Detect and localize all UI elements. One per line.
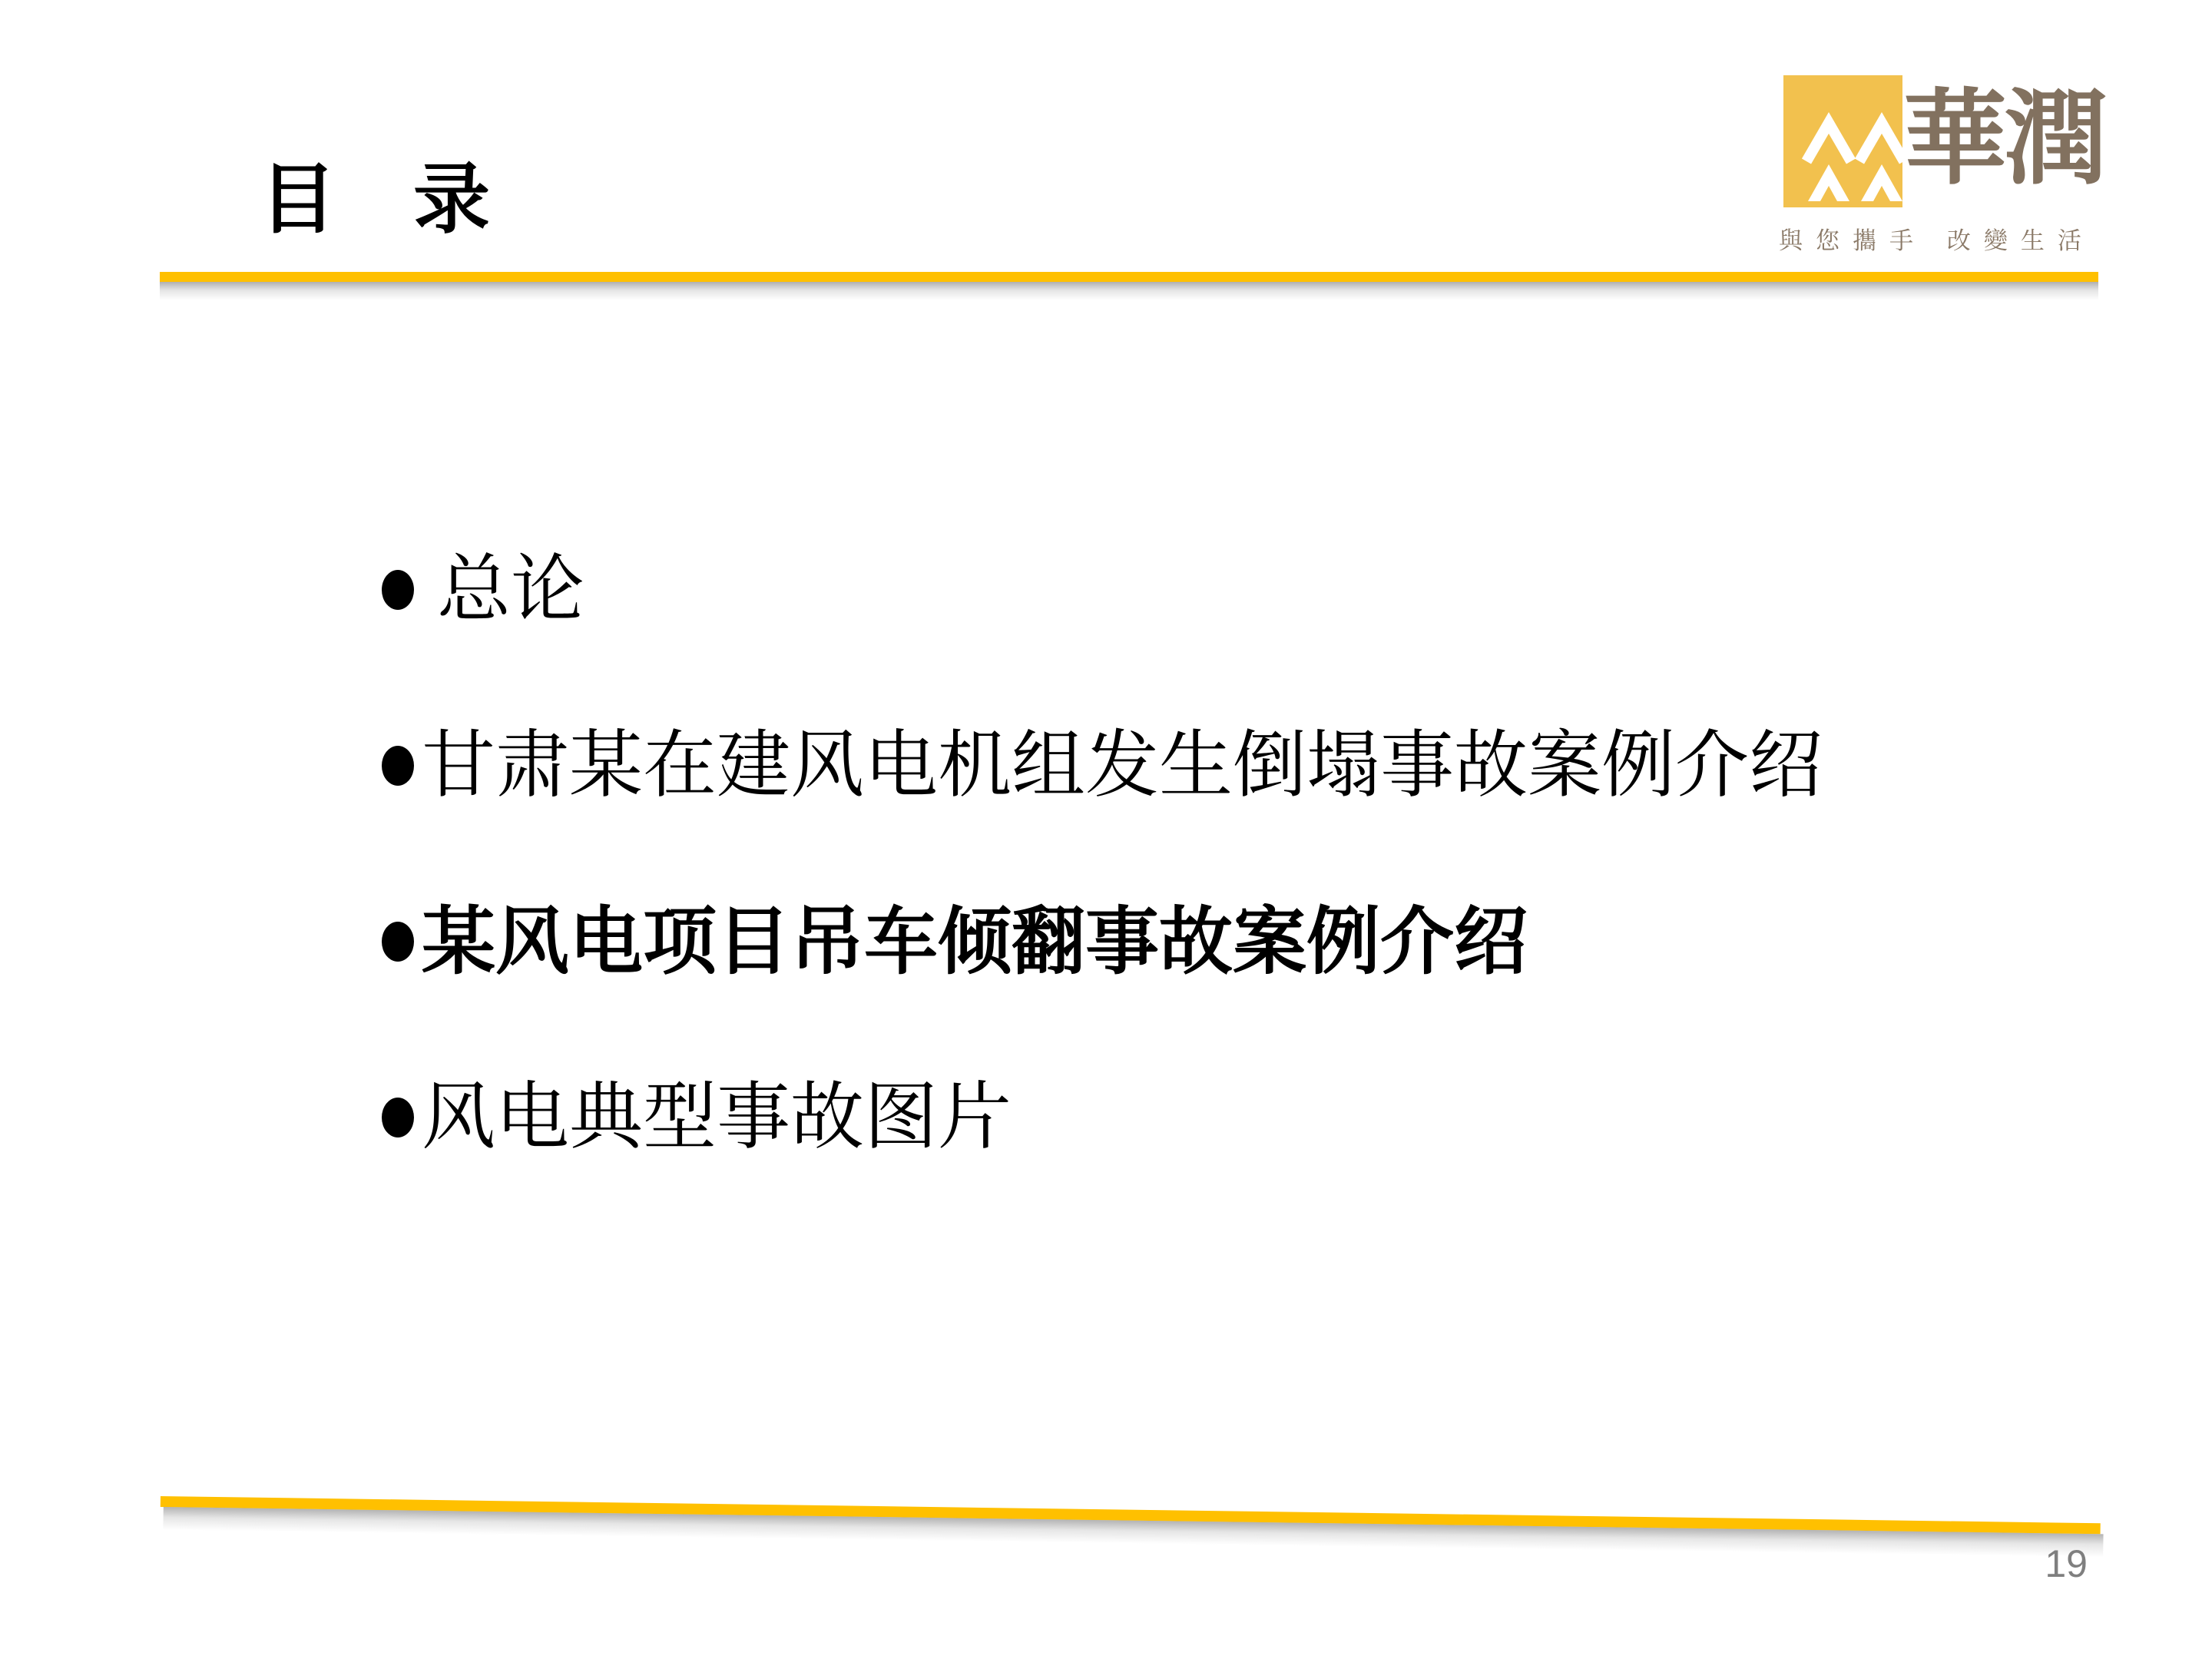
toc-item-label: 某风电项目吊车倾翻事故案例介绍 bbox=[422, 898, 1528, 985]
company-logo bbox=[1774, 46, 2120, 307]
logo-tagline: 與您攜手 改變生活 bbox=[1779, 227, 2094, 255]
bullet-icon bbox=[382, 746, 414, 786]
toc-item bbox=[382, 721, 1823, 810]
toc-item bbox=[382, 1073, 1823, 1161]
page-title: 目 录 bbox=[260, 157, 490, 243]
toc-item-current bbox=[382, 897, 1823, 985]
bullet-icon bbox=[382, 922, 414, 962]
bullet-icon bbox=[382, 570, 414, 610]
toc-item bbox=[382, 545, 1823, 634]
title-underline-rule bbox=[160, 272, 2098, 282]
logo-brand-name: 華潤 bbox=[1903, 77, 2104, 199]
bullet-icon bbox=[382, 1098, 414, 1137]
toc-item-label: 总论 bbox=[437, 546, 584, 632]
toc-item-label: 甘肃某在建风电机组发生倒塌事故案例介绍 bbox=[422, 722, 1823, 808]
toc-item-label: 风电典型事故图片 bbox=[422, 1074, 1012, 1160]
page-number: 19 bbox=[2045, 1542, 2088, 1585]
logo-mark-icon bbox=[1783, 75, 1902, 207]
toc-list bbox=[382, 545, 1823, 1249]
footer-rule bbox=[161, 1496, 2101, 1534]
